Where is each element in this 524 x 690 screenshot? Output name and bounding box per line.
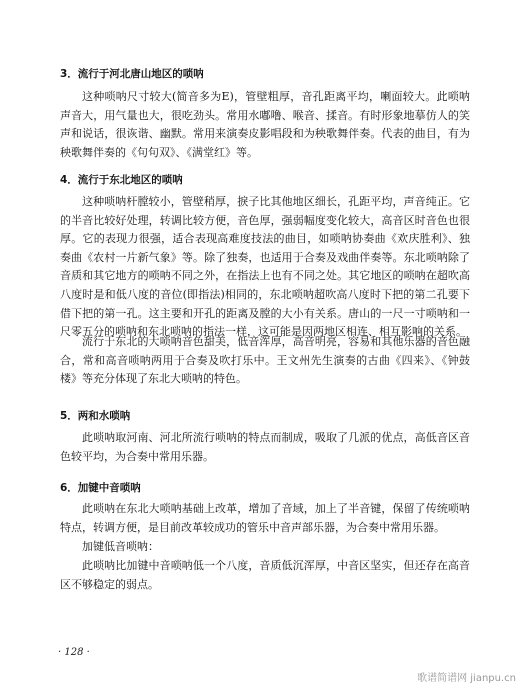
section-5-paragraph-1: 此唢呐取河南、河北所流行唢呐的特点而制成，吸取了几派的优点，高低音区音色较平均，为合奏中常用乐器。 (60, 431, 470, 463)
section-heading-3: 3．流行于河北唐山地区的唢呐 (60, 68, 204, 80)
section-6-subheading: 加键低音唢呐： (82, 540, 159, 553)
section-4-paragraph-1: 这种唢呐杆膛较小，管壁稍厚，捩子比其他地区细长，孔距平均，声音纯正。它的半音比较好处理，转调比较方便，音色厚，强弱幅度变化较大，高音区时音色也很厚。它的表现力很强，适合表现高难度技法的曲目，如唢呐协奏曲《欢庆胜利》、独奏曲《农村一片新气象》等。除了独奏，也适用于合奏及戏曲伴奏等。东北唢呐除了音质和其它地方的唢呐不同之外，在指法上也有不同之处。其它地区的唢呐在超吹高八度时是和低八度的音位(即指法)相同的，东北唢呐超吹高八度时下把的第二孔要下借下把的第一孔。这主要和开孔的距离及膛的大小有关系。唐山的一尺一寸唢呐和一尺零五分的唢呐和东北唢呐的指法一样，这可能是因两地区相连、相互影响的关系。 (60, 195, 470, 339)
section-3-paragraph-1: 这种唢呐尺寸较大(简音多为E)，管壁粗厚，音孔距离平均，喇面较大。此唢呐声音大，用气量也大，很吃劲头。常用水嘟噜、喉音、揉音。有时形象地摹仿人的笑声和说话，很诙谐、幽默。常用来演奏皮影唱段和为秧歌舞伴奏。代表的曲目，有为秧歌舞伴奏的《句句双》、《满堂红》等。 (60, 90, 470, 159)
page-number: · 128 · (58, 647, 90, 658)
section-heading-4: 4．流行于东北地区的唢呐 (60, 174, 183, 186)
section-heading-5: 5．两和水唢呐 (60, 410, 131, 422)
section-6-paragraph-2: 此唢呐比加键中音唢呐低一个八度，音质低沉浑厚，中音区坚实，但还存在高音区不够稳定的弱点。 (60, 559, 470, 591)
section-6-paragraph-1: 此唢呐在东北大唢呐基础上改革，增加了音域，加上了半音键，保留了传统唢呐特点，转调方便，是目前改革较成功的管乐中音声部乐器，为合奏中常用乐器。 (60, 502, 470, 534)
site-watermark: 歌谱简谱网 jianpu.cn (417, 673, 516, 684)
section-4-paragraph-2: 流行于东北的大唢呐音色甜美，低音浑厚，高音明亮，容易和其他乐器的音色融合，常和高音唢呐两用于合奏及吹打乐中。王文州先生演奏的古曲《四来》、《钟鼓楼》等充分体现了东北大唢呐的特色。 (60, 335, 470, 386)
section-heading-6: 6．加键中音唢呐 (60, 482, 141, 494)
